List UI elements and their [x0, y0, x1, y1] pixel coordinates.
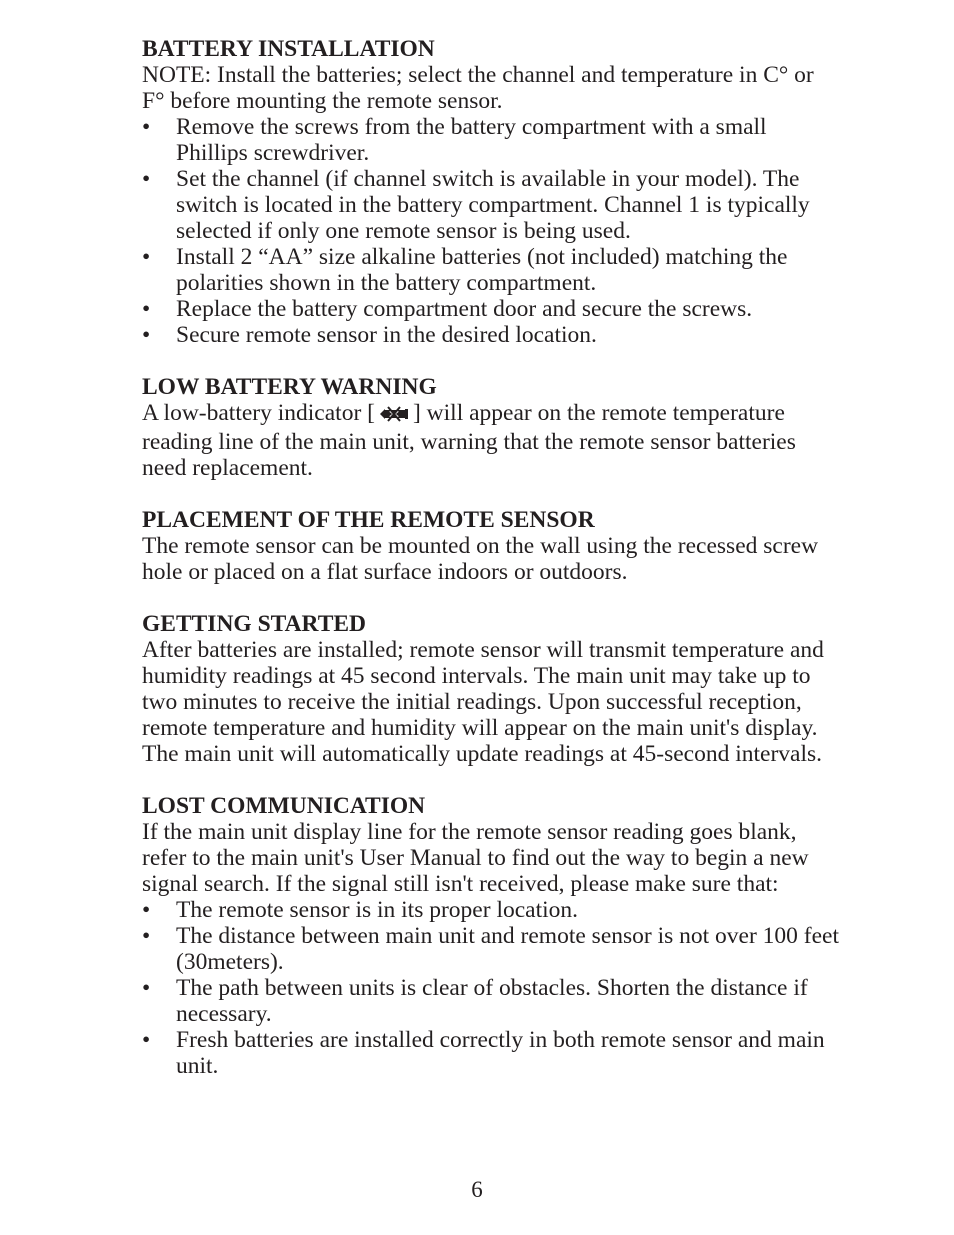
getting-started-heading: GETTING STARTED — [142, 611, 367, 637]
list-item — [142, 166, 842, 244]
list-item — [142, 975, 842, 1027]
manual-page — [142, 36, 842, 1079]
low-battery-warning-section — [142, 374, 842, 481]
bullet-marker: • — [142, 166, 151, 192]
list-item — [142, 923, 842, 975]
list-item — [142, 1027, 842, 1079]
lost-communication-list — [142, 897, 842, 1079]
list-item — [142, 114, 842, 166]
list-item-text: Replace the battery compartment door and secure the screws. — [176, 296, 753, 322]
getting-started-text: After batteries are installed; remote sensor will transmit temperature and humidity readings at 45 second intervals. The main unit may take up to two minutes to receive the initial readings. Upon successful reception, remote temperature and humidity will appear on the main unit's display. The main unit will automatically update readings at 45-second intervals. — [142, 637, 824, 767]
list-item-text: Set the channel (if channel switch is available in your model). The switch is located in the battery compartment. Channel 1 is typically selected if only one remote sensor is being used. — [176, 166, 810, 244]
list-item — [142, 244, 842, 296]
lost-communication-text: If the main unit display line for the remote sensor reading goes blank, refer to the main unit's User Manual to find out the way to begin a new signal search. If the signal still isn't received, please make sure that: — [142, 819, 809, 897]
list-item-text: Fresh batteries are installed correctly in both remote sensor and main unit. — [176, 1027, 825, 1079]
bullet-marker: • — [142, 114, 151, 140]
list-item — [142, 322, 842, 348]
list-item-text: The path between units is clear of obstacles. Shorten the distance if necessary. — [176, 975, 808, 1027]
list-item — [142, 296, 842, 322]
list-item-text: Remove the screws from the battery compartment with a small Phillips screwdriver. — [176, 114, 767, 166]
getting-started-section — [142, 611, 842, 767]
list-item — [142, 897, 842, 923]
list-item-text: The distance between main unit and remote sensor is not over 100 feet (30meters). — [176, 923, 840, 975]
lost-communication-heading: LOST COMMUNICATION — [142, 793, 426, 819]
battery-installation-note: NOTE: Install the batteries; select the channel and temperature in C° or F° before mounting the remote sensor. — [142, 62, 814, 114]
list-item-text: Secure remote sensor in the desired location. — [176, 322, 597, 348]
placement-heading: PLACEMENT OF THE REMOTE SENSOR — [142, 507, 595, 533]
bullet-marker: • — [142, 296, 151, 322]
page-number: 6 — [471, 1177, 483, 1202]
low-battery-warning-text — [142, 400, 842, 481]
battery-installation-heading: BATTERY INSTALLATION — [142, 36, 435, 62]
bullet-marker: • — [142, 923, 151, 949]
low-battery-warning-heading: LOW BATTERY WARNING — [142, 374, 437, 400]
placement-section — [142, 507, 842, 585]
bullet-marker: • — [142, 1027, 151, 1053]
list-item-text: The remote sensor is in its proper location. — [176, 897, 579, 923]
list-item-text: Install 2 “AA” size alkaline batteries (not included) matching the polarities shown in the battery compartment. — [176, 244, 788, 296]
low-battery-text-after: ] will appear on the remote temperature reading line of the main unit, warning that the remote sensor batteries need replacement. — [142, 400, 796, 481]
bullet-marker: • — [142, 897, 151, 923]
bullet-marker: • — [142, 322, 151, 348]
lost-communication-section — [142, 793, 842, 1079]
low-battery-text-before: A low-battery indicator [ — [142, 400, 375, 426]
battery-installation-section — [142, 36, 842, 348]
placement-text: The remote sensor can be mounted on the wall using the recessed screw hole or placed on a flat surface indoors or outdoors. — [142, 533, 819, 585]
low-battery-icon — [379, 403, 409, 429]
battery-installation-list — [142, 114, 842, 348]
bullet-marker: • — [142, 244, 151, 270]
bullet-marker: • — [142, 975, 151, 1001]
